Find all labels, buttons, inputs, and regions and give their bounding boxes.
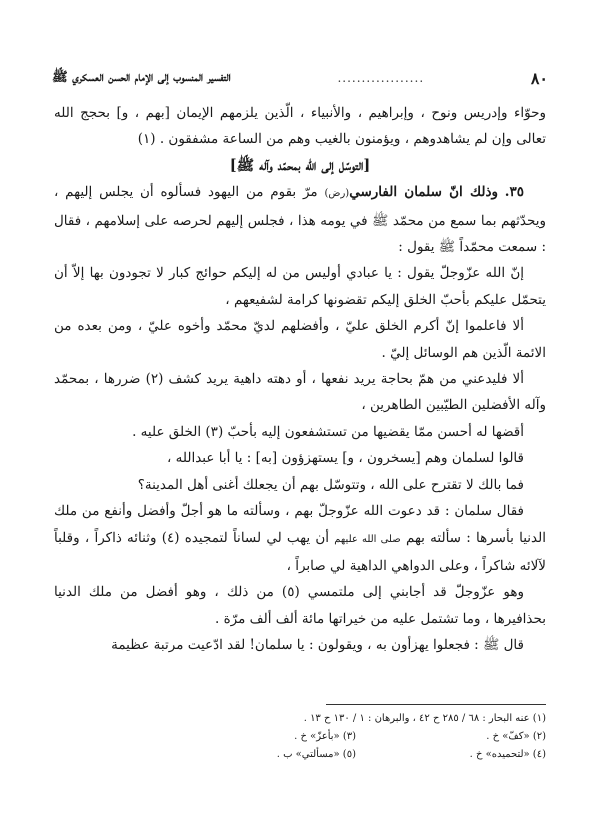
header-dots: ..................	[337, 71, 425, 85]
paragraph-6: أقضها له أحسن ممّا يقضيها من تستشفعون إليه بأحبّ (٣) الخلق عليه .	[132, 423, 524, 440]
paragraph-9-part-a: فقال سلمان : قد دعوت الله عزّوجلّ بهم ، وسألته ما هو أجلّ وأفضل وأنفع من ملك الدنيا بأسرها : سألته بهم	[54, 503, 546, 546]
paragraph-9-part-b: أن يهب لي لساناً لتمجيده (٤) وثنائه ذاكراً ، وقلباً لآلائه شاكراً ، وعلى الدواهي الداهية لي صابراً ،	[54, 529, 546, 574]
footnote-row	[54, 728, 546, 746]
page-header	[52, 66, 548, 90]
paragraph-2	[54, 179, 546, 260]
salutation: صلى الله عليهم	[334, 533, 401, 545]
footnote-1: (١) عنه البحار : ٦٨ / ٢٨٥ ح ٤٢ ، والبرهان : ١ / ١٣٠ ح ١٣ .	[303, 713, 546, 724]
paragraph-2-text: مرّ بقوم من اليهود فسألوه أن يجلس إليهم ، ويحدّثهم بما سمع من محمّد ﷺ في يومه هذا ، فجلس إليهم لحرصه على إسلامهم ، فقال : سمعت محمّداً ﷺ يقول :	[54, 184, 546, 256]
narrator-name: وذلك انّ سلمان الفارسي	[349, 184, 498, 201]
footnote-3: (٣) «بأعزّ» خ .	[294, 731, 356, 742]
paragraph-11: قال ﷺ : فجعلوا يهزأون به ، ويقولون : يا سلمان! لقد ادّعيت مرتبة عظيمة	[111, 637, 524, 654]
paragraph-8: فما بالك لا تقترح على الله ، وتتوسّل بهم أن يجعلك أغنى أهل المدينة؟	[137, 476, 524, 493]
footnote-divider	[326, 704, 546, 705]
paragraph-9	[54, 498, 546, 579]
honorific: (رض)	[324, 188, 350, 200]
main-text	[54, 100, 546, 659]
running-title: التفسير المنسوب إلى الإمام الحسن العسكري ﷺ	[52, 69, 231, 85]
section-title: [التوسّل إلى الله بمحمّد وآله ﷺ]	[229, 156, 371, 174]
paragraph-5: ألا فليدعني من همّ بحاجة يريد نفعها ، أو دهته داهية يريد كشف (٢) ضررها ، بمحمّد وآله الأفضلين الطيّبين الطاهرين ،	[54, 371, 546, 414]
paragraph-3: إنّ الله عزّوجلّ يقول : يا عبادي أوليس من له إليكم حوائج كبار لا تجودون بها إلاّ أن يتحمّل عليكم بأحبّ الخلق إليكم تقضونها كرامة لشفيعهم ،	[54, 265, 546, 308]
footnote-5: (٥) «مسألتي» ب .	[276, 749, 356, 760]
paragraph-1: وحوّاء وإدريس ونوح ، وإبراهيم ، والأنبياء ، الّذين يلزمهم الإيمان [بهم ، و] بحجج الله تعالى وإن لم يشاهدوهم ، ويؤمنون بالغيب وهم من الساعة مشفقون . (١)	[54, 105, 546, 148]
paragraph-4: ألا فاعلموا إنّ أكرم الخلق عليّ ، وأفضلهم لديّ محمّد وأخوه عليّ ، ومن بعده من الائمة الّذين هم الوسائل إليّ .	[54, 318, 546, 361]
hadith-number: ٣٥.	[504, 184, 524, 201]
paragraph-10: وهو عزّوجلّ قد أجابني إلى ملتمسي (٥) من ذلك ، وهو أفضل من ملك الدنيا بحذافيرها ، وما تشتمل عليه من خيراتها مائة ألف ألف مرّة .	[54, 584, 546, 627]
page-number: ٨٠	[530, 68, 548, 88]
paragraph-7: قالوا لسلمان وهم [يسخرون ، و] يستهزؤون [به] : يا أبا عبدالله ،	[167, 450, 524, 467]
footnote-2: (٢) «كفّ» خ .	[486, 731, 546, 742]
footnote-4: (٤) «لتحميده» خ .	[469, 749, 546, 760]
footnote-row	[54, 746, 546, 764]
footnotes	[54, 710, 546, 764]
